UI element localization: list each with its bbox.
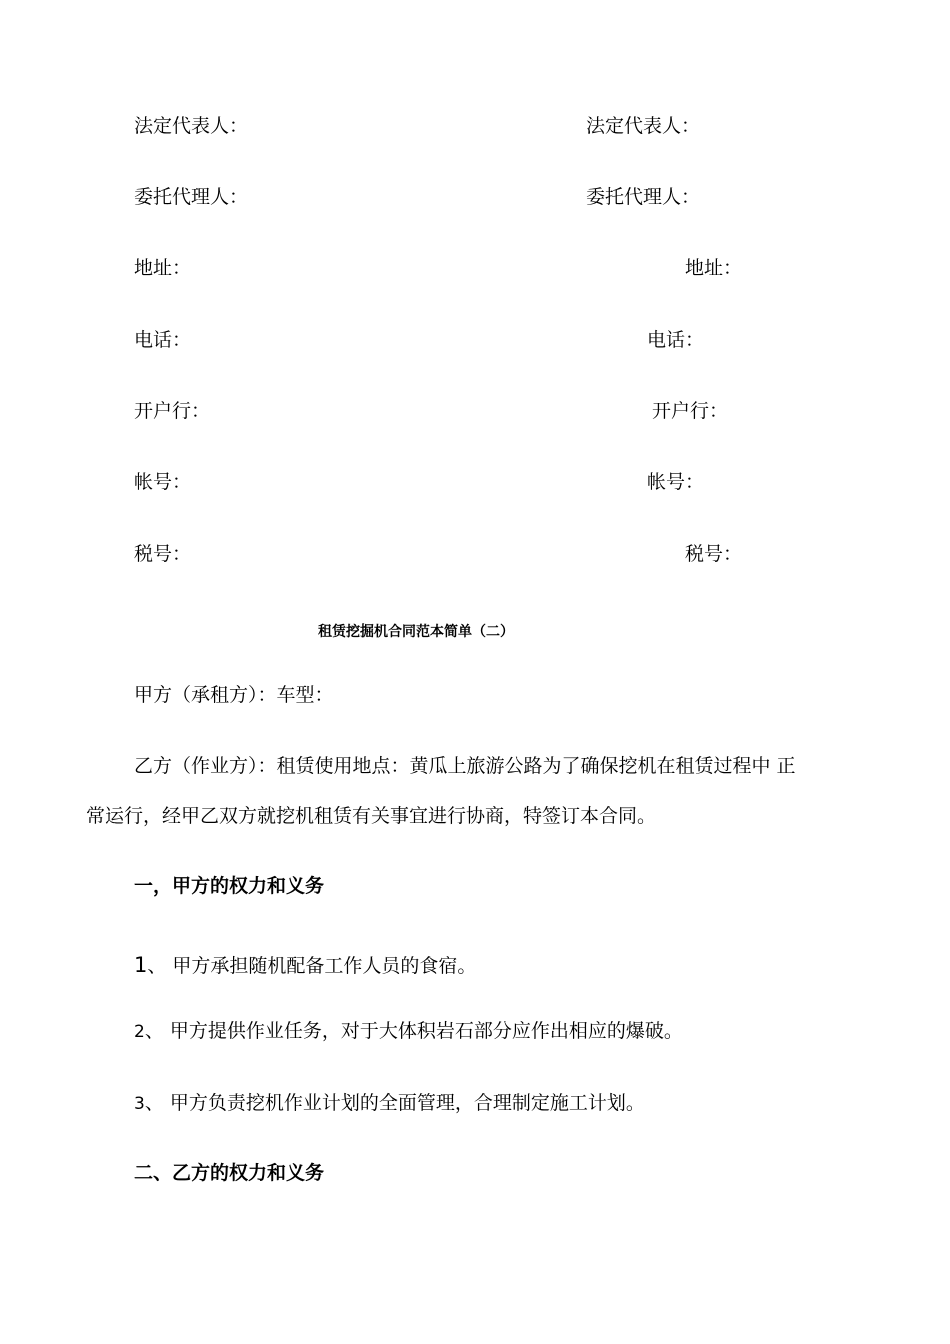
right-agent-label: 委托代理人：: [586, 186, 701, 208]
right-account-label: 帐号：: [647, 471, 705, 493]
item-text: 、 甲方承担随机配备工作人员的食宿。: [147, 955, 477, 977]
party-a-line: 甲方（承租方）：车型：: [134, 684, 334, 706]
contract-title: 租赁挖掘机合同范本简单（二）: [318, 624, 514, 640]
left-tax-label: 税号：: [134, 543, 192, 565]
right-address-label: 地址：: [685, 257, 743, 279]
item-number: 3: [134, 1094, 145, 1114]
left-bank-label: 开户行：: [134, 400, 211, 422]
section-1-heading: 一，甲方的权力和义务: [134, 875, 325, 897]
item-text: 、 甲方负责挖机作业计划的全面管理，合理制定施工计划。: [144, 1092, 645, 1114]
right-tax-label: 税号：: [685, 543, 743, 565]
party-b-line-2: 常运行，经甲乙双方就挖机租赁有关事宜进行协商，特签订本合同。: [86, 805, 657, 827]
list-item: [134, 1019, 683, 1044]
right-legal-rep-label: 法定代表人：: [586, 115, 701, 137]
right-bank-label: 开户行：: [652, 400, 729, 422]
list-item: [134, 1091, 645, 1116]
left-phone-label: 电话：: [134, 329, 192, 351]
item-number: 2: [134, 1022, 145, 1042]
item-text: 、 甲方提供作业任务，对于大体积岩石部分应作出相应的爆破。: [144, 1020, 683, 1042]
party-b-line-1: 乙方（作业方）：租赁使用地点：黄瓜上旅游公路为了确保挖机在租赁过程中 正: [134, 755, 796, 777]
right-phone-label: 电话：: [647, 329, 705, 351]
list-item: [134, 953, 476, 978]
section-2-heading: 二、乙方的权力和义务: [134, 1162, 325, 1184]
left-address-label: 地址：: [134, 257, 192, 279]
item-number: 1: [134, 953, 148, 977]
left-account-label: 帐号：: [134, 471, 192, 493]
left-agent-label: 委托代理人：: [134, 186, 249, 208]
left-legal-rep-label: 法定代表人：: [134, 115, 249, 137]
